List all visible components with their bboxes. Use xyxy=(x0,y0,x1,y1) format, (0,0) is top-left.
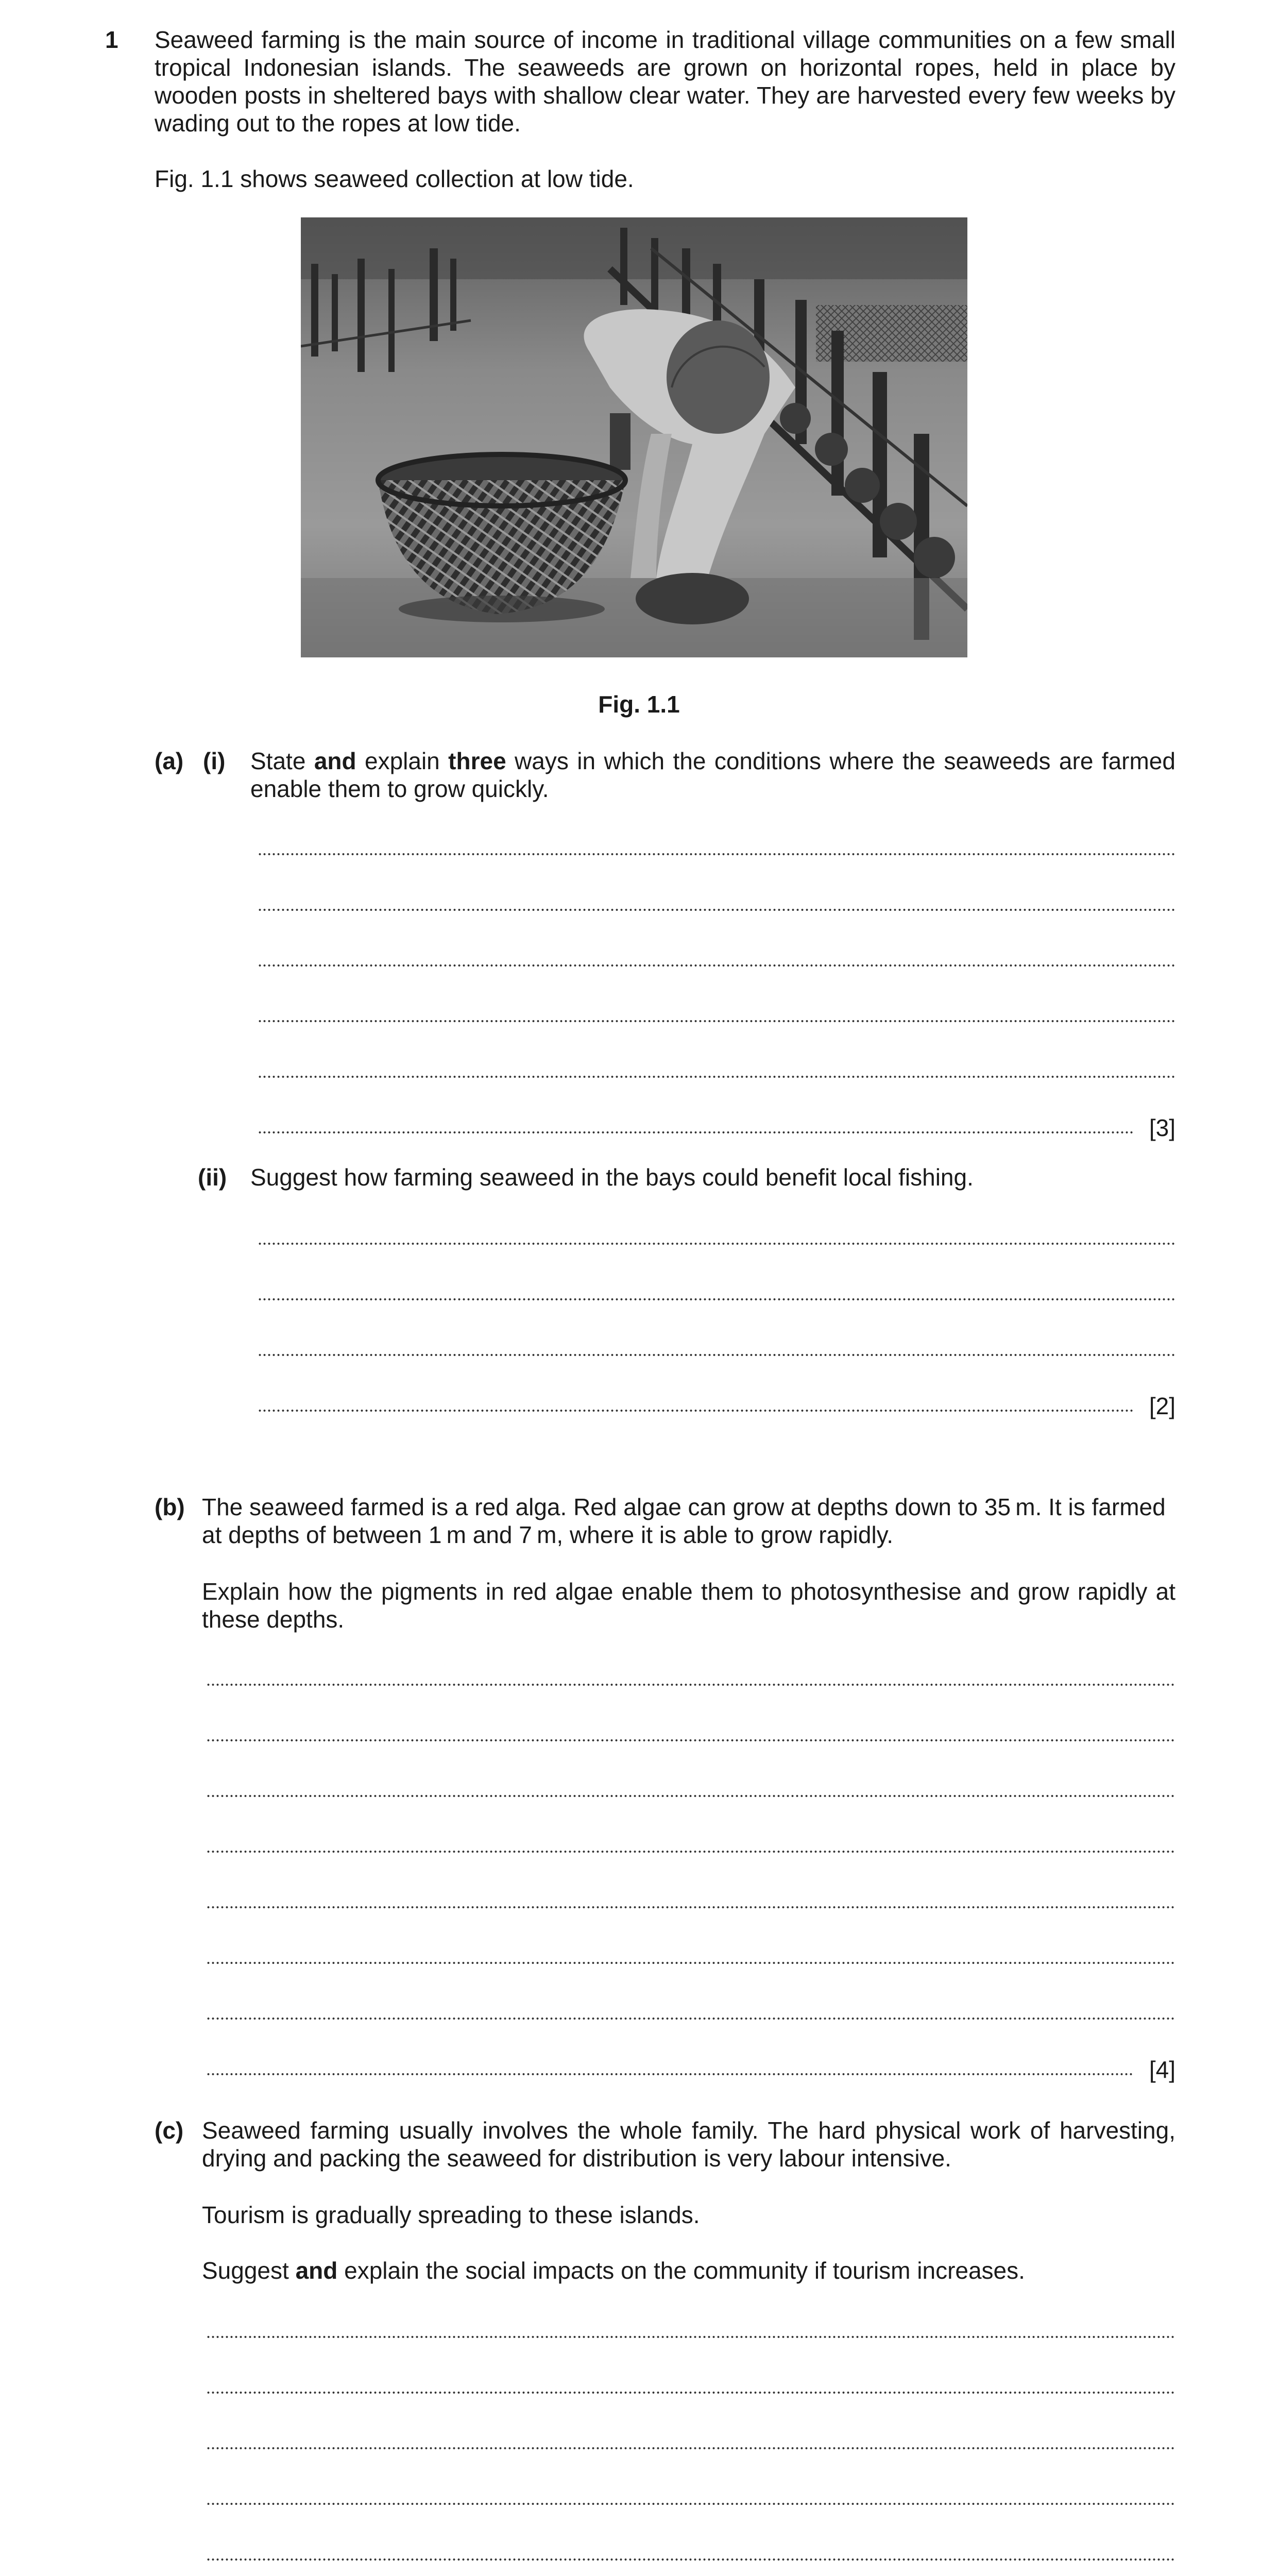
part-c-text-3a: Suggest xyxy=(202,2257,296,2284)
answer-line[interactable] xyxy=(258,908,1175,912)
part-b-context: The seaweed farmed is a red alga. Red algae can grow at depths down to 35 m. It is farmed at depths of between 1 m and 7 m, where it is able to grow rapidly. xyxy=(202,1494,1166,1548)
part-a-i-question xyxy=(250,747,1175,803)
answer-line[interactable] xyxy=(206,1850,1175,1854)
answer-line[interactable] xyxy=(206,1794,1175,1798)
part-a-i-text-4: three xyxy=(448,748,506,774)
answer-line[interactable] xyxy=(206,2502,1175,2506)
answer-line[interactable] xyxy=(206,2391,1175,2395)
answer-line[interactable] xyxy=(258,1409,1133,1413)
question-intro: Seaweed farming is the main source of income in traditional village communities on a few small tropical Indonesian islands. The seaweeds are grown on horizontal ropes, held in place by wooden posts in sheltered bays with shallow clear water. They are harvested every few weeks by wading out to the ropes at low tide. xyxy=(155,26,1175,137)
answer-line[interactable] xyxy=(258,1130,1133,1134)
part-c-context-2: Tourism is gradually spreading to these islands. xyxy=(202,2201,700,2228)
part-a-ii-question: Suggest how farming seaweed in the bays could benefit local fishing. xyxy=(250,1164,974,1191)
part-a-i-label: (i) xyxy=(203,748,226,774)
answer-line[interactable] xyxy=(206,2016,1175,2021)
part-c-context: Seaweed farming usually involves the whole family. The hard physical work of harvesting, drying and packing the seaweed for distribution is very labour intensive. xyxy=(202,2117,1175,2172)
part-a-i-text-5: ways in which the conditions where the seaweeds are farmed enable them to grow quickly. xyxy=(250,748,1175,802)
figure-caption: Fig. 1.1 xyxy=(598,691,680,718)
marks-a-i: [3] xyxy=(1149,1114,1175,1141)
part-a-i-text-2: and xyxy=(314,748,356,774)
answer-line[interactable] xyxy=(258,1075,1175,1079)
answer-line[interactable] xyxy=(258,963,1175,968)
figure-reference: Fig. 1.1 shows seaweed collection at low tide. xyxy=(155,165,634,192)
answer-line[interactable] xyxy=(206,2072,1133,2076)
answer-line[interactable] xyxy=(206,2446,1175,2450)
answer-line[interactable] xyxy=(258,1242,1175,1246)
part-a-label: (a) xyxy=(155,748,184,774)
part-c-text-3b: and xyxy=(295,2257,338,2284)
seaweed-collection-photo xyxy=(301,217,967,657)
marks-b: [4] xyxy=(1149,2056,1175,2083)
answer-line[interactable] xyxy=(258,1297,1175,1301)
answer-line[interactable] xyxy=(258,1353,1175,1357)
marks-a-ii: [2] xyxy=(1149,1393,1175,1419)
answer-line[interactable] xyxy=(206,1961,1175,1965)
part-a-i-text-1: State xyxy=(250,748,314,774)
question-number: 1 xyxy=(105,26,118,53)
part-b-question: Explain how the pigments in red algae enable them to photosynthesise and grow rapidly at these depths. xyxy=(202,1578,1175,1633)
part-c-question xyxy=(202,2257,1025,2284)
part-b-label: (b) xyxy=(155,1494,185,1520)
answer-line[interactable] xyxy=(206,2557,1175,2562)
part-c-text-3c: explain the social impacts on the community if tourism increases. xyxy=(337,2257,1025,2284)
answer-line[interactable] xyxy=(206,1683,1175,1687)
answer-line[interactable] xyxy=(258,1019,1175,1023)
answer-line[interactable] xyxy=(258,852,1175,856)
part-c-label: (c) xyxy=(155,2117,184,2144)
part-a-i-text-3: explain xyxy=(356,748,449,774)
answer-line[interactable] xyxy=(206,2335,1175,2339)
answer-line[interactable] xyxy=(206,1738,1175,1742)
answer-line[interactable] xyxy=(206,1905,1175,1909)
part-a-ii-label: (ii) xyxy=(198,1164,227,1191)
